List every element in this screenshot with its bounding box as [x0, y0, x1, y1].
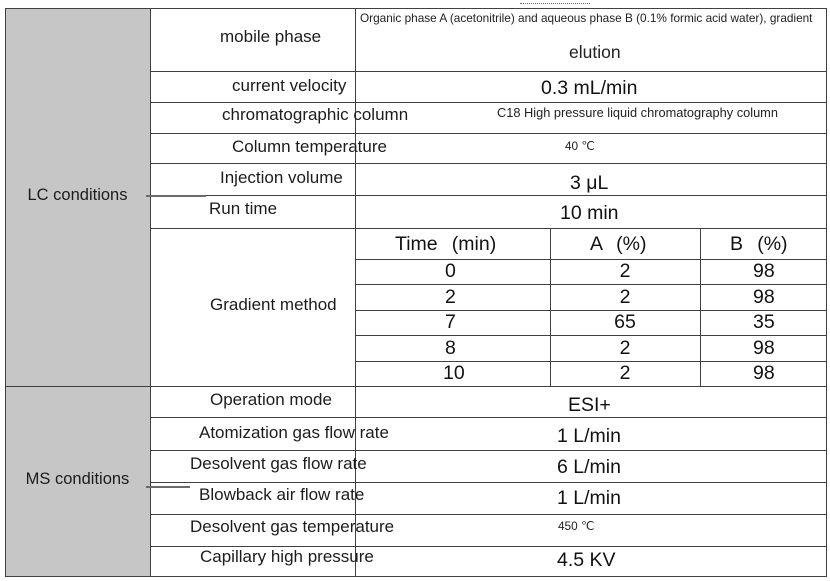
row-label: chromatographic column — [222, 105, 409, 124]
row-value: 450 ℃ — [558, 519, 595, 533]
row-value-line1: Organic phase A (acetonitrile) and aqueous phase B (0.1% formic acid water), gradient — [360, 11, 813, 25]
section-divider — [5, 386, 827, 387]
row-label: Desolvent gas temperature — [190, 517, 395, 536]
section-column — [5, 8, 150, 576]
gradient-cell-a: 2 — [619, 337, 631, 359]
table-border-bottom — [5, 576, 827, 577]
row-value: 0.3 mL/min — [541, 77, 638, 99]
row-divider — [150, 195, 827, 196]
row-value-line2: elution — [569, 42, 621, 62]
section-title-lc: LC conditions — [27, 186, 128, 204]
row-label: Atomization gas flow rate — [199, 423, 389, 442]
gradient-column-divider — [700, 228, 701, 386]
row-value: 4.5 KV — [557, 549, 616, 571]
gradient-row-divider — [355, 335, 827, 336]
row-label: Desolvent gas flow rate — [190, 454, 367, 473]
gradient-cell-b: 98 — [753, 337, 775, 359]
row-divider — [150, 102, 827, 103]
row-divider — [150, 133, 827, 134]
gradient-cell-a: 65 — [614, 311, 636, 333]
row-divider — [150, 228, 827, 229]
gradient-cell-a: 2 — [619, 260, 631, 282]
table-border-left — [5, 8, 6, 577]
row-label: current velocity — [232, 76, 347, 95]
row-label: Run time — [209, 199, 278, 218]
row-label: Capillary high pressure — [200, 547, 374, 566]
row-value: 10 min — [560, 202, 619, 224]
gradient-cell-time: 8 — [445, 337, 456, 359]
row-divider — [150, 514, 827, 515]
row-label: mobile phase — [220, 27, 322, 46]
section-connector-lc — [146, 195, 206, 197]
section-title-ms: MS conditions — [25, 470, 130, 488]
gradient-header-a: A (%) — [590, 233, 647, 255]
row-value: C18 High pressure liquid chromatography column — [497, 105, 778, 120]
row-label: Column temperature — [232, 137, 387, 156]
row-label: Gradient method — [210, 295, 337, 314]
row-label: Operation mode — [210, 390, 332, 409]
row-value: 1 L/min — [557, 487, 621, 509]
gradient-cell-time: 0 — [445, 260, 456, 282]
row-value: 3 μL — [570, 172, 609, 194]
section-column-divider — [150, 8, 151, 577]
section-connector-ms — [146, 486, 190, 488]
gradient-cell-b: 98 — [753, 362, 775, 384]
row-divider — [150, 482, 827, 483]
gradient-cell-b: 35 — [753, 311, 775, 333]
row-label: Blowback air flow rate — [199, 485, 365, 504]
row-value: 1 L/min — [557, 425, 621, 447]
row-label: Injection volume — [220, 168, 343, 187]
gradient-cell-time: 7 — [445, 311, 456, 333]
row-value: ESI+ — [568, 394, 611, 416]
gradient-header-b: B (%) — [730, 233, 788, 255]
gradient-row-divider — [355, 284, 827, 285]
gradient-header-time: Time (min) — [395, 233, 497, 255]
gradient-cell-b: 98 — [753, 260, 775, 282]
gradient-cell-time: 2 — [445, 286, 456, 308]
row-value: 40 ℃ — [565, 139, 595, 153]
gradient-cell-b: 98 — [753, 286, 775, 308]
row-divider — [150, 71, 827, 72]
gradient-cell-a: 2 — [619, 362, 631, 384]
gradient-cell-a: 2 — [619, 286, 631, 308]
row-value: 6 L/min — [557, 456, 621, 478]
row-divider — [150, 417, 827, 418]
table-border-top — [5, 8, 827, 9]
gradient-cell-time: 10 — [443, 362, 465, 384]
spellcheck-underline — [520, 3, 590, 4]
gradient-column-divider — [550, 228, 551, 386]
table-border-right — [826, 8, 827, 577]
row-divider — [150, 163, 827, 164]
row-divider — [150, 450, 827, 451]
